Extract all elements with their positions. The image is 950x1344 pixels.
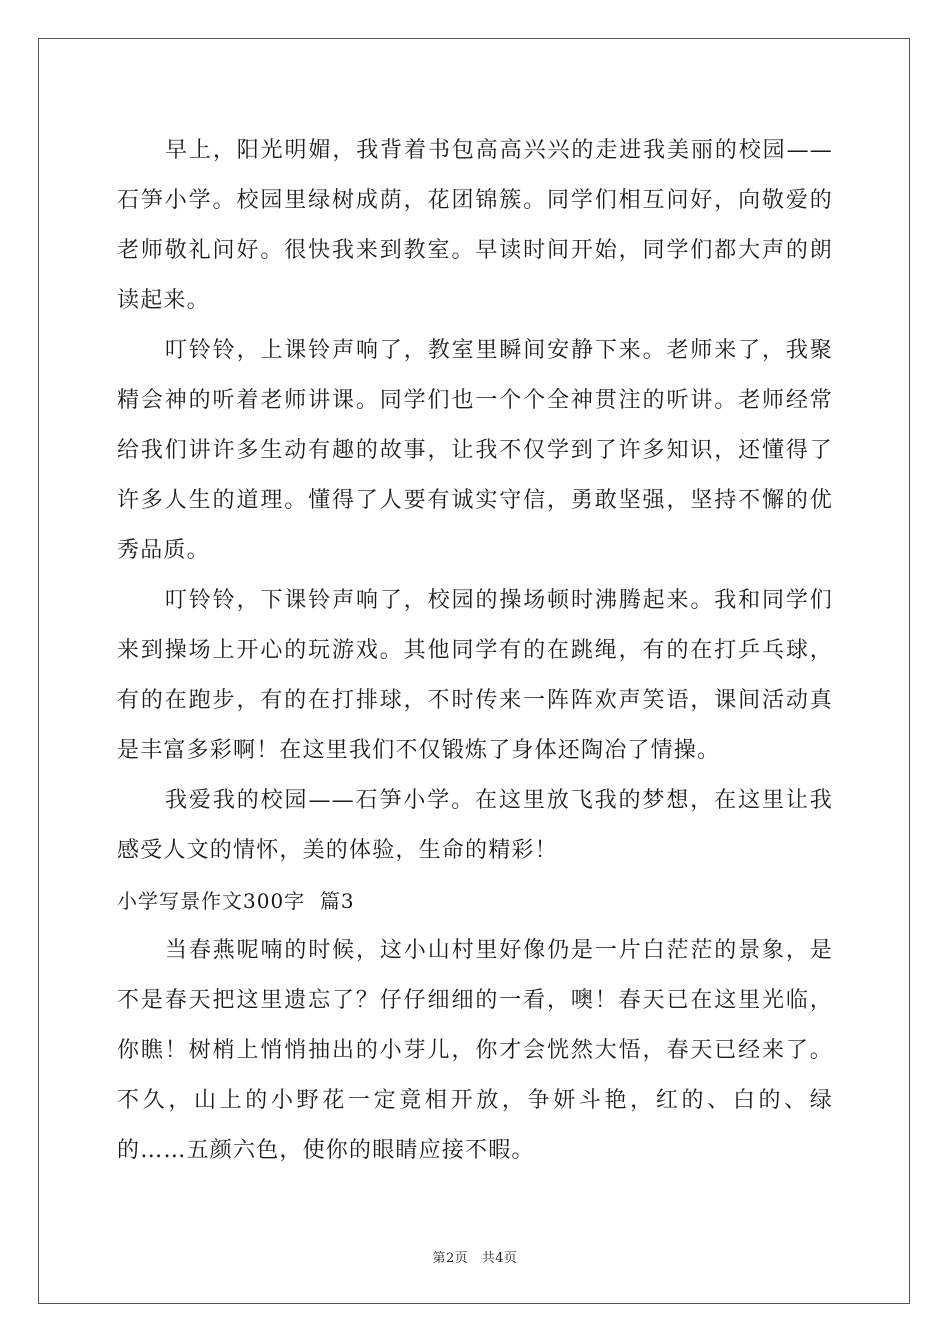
- paragraph: 当春燕呢喃的时候，这小山村里好像仍是一片白茫茫的景象，是不是春天把这里遗忘了？仔仔细细的一看，噢！春天已在这里光临，你瞧！树梢上悄悄抽出的小芽儿，你才会恍然大悟，春天已经来了。不久，山上的小野花一定竟相开放，争妍斗艳，红的、白的、绿的……五颜六色，使你的眼睛应接不暇。: [117, 938, 833, 1163]
- paragraph: 叮铃铃，上课铃声响了，教室里瞬间安静下来。老师来了，我聚精会神的听着老师讲课。同学们也一个个全神贯注的听讲。老师经常给我们讲许多生动有趣的故事，让我不仅学到了许多知识，还懂得了许多人生的道理。懂得了人要有诚实守信，勇敢坚强，坚持不懈的优秀品质。: [117, 338, 833, 563]
- paragraph: 叮铃铃，下课铃声响了，校园的操场顿时沸腾起来。我和同学们来到操场上开心的玩游戏。其他同学有的在跳绳，有的在打乒乓球，有的在跑步，有的在打排球，不时传来一阵阵欢声笑语，课间活动真是丰富多彩啊！在这里我们不仅锻炼了身体还陶冶了情操。: [117, 588, 833, 763]
- paragraph: 我爱我的校园——石笋小学。在这里放飞我的梦想，在这里让我感受人文的情怀，美的体验，生命的精彩！: [117, 788, 833, 863]
- paragraph: 早上，阳光明媚，我背着书包高高兴兴的走进我美丽的校园——石笋小学。校园里绿树成荫，花团锦簇。同学们相互问好，向敬爱的老师敬礼问好。很快我来到教室。早读时间开始，同学们都大声的朗读起来。: [117, 138, 833, 313]
- page-footer: 第2页 共4页: [432, 1251, 518, 1266]
- document-body: [117, 126, 833, 1176]
- section-heading: 小学写景作文300字 篇3: [117, 889, 355, 913]
